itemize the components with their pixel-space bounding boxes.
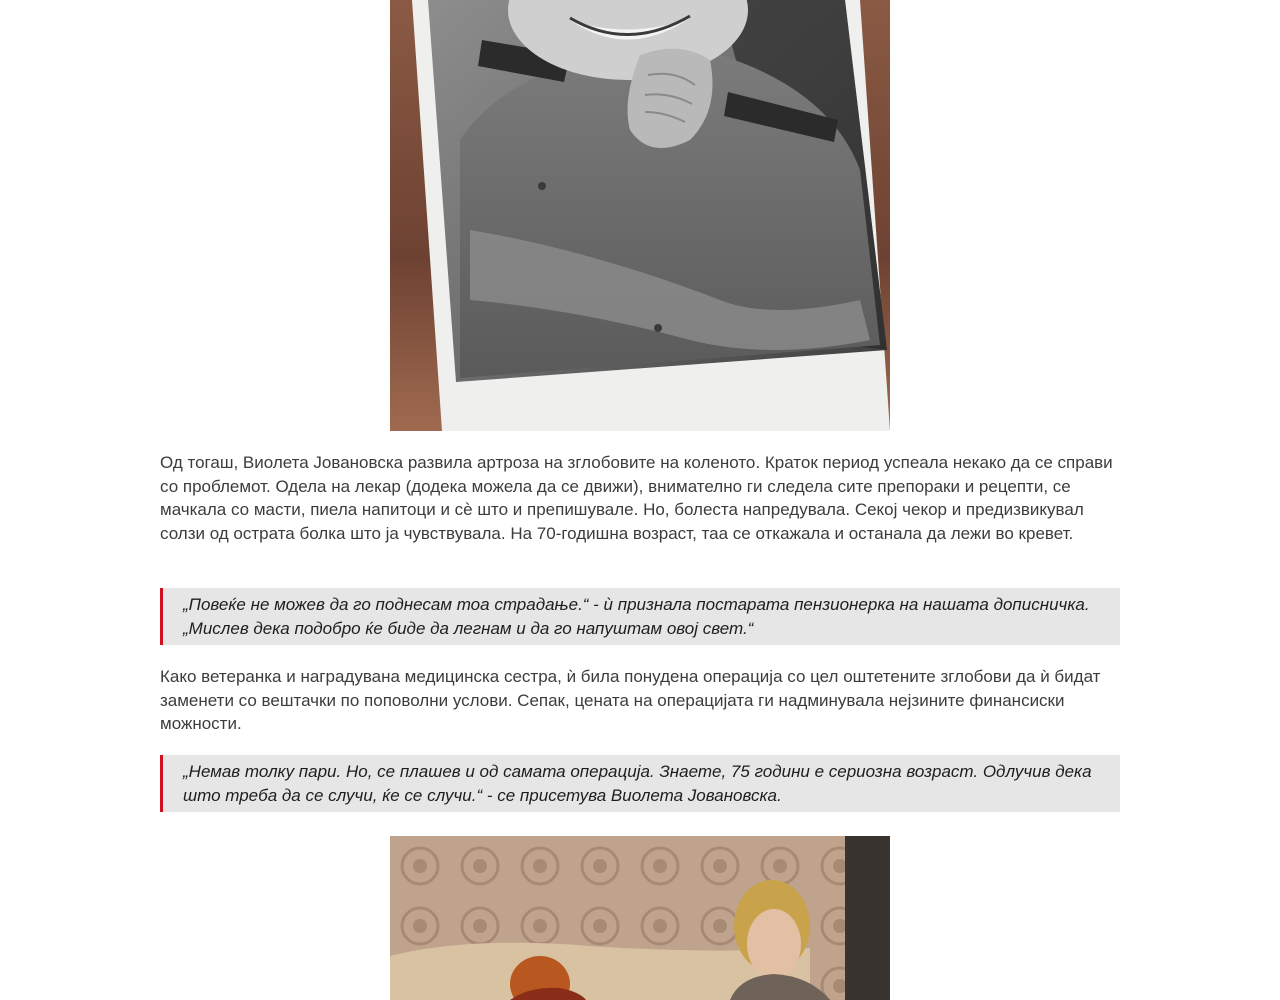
article-paragraph: Од тогаш, Виолета Јовановска развила артроза на зглобовите на коленото. Краток период успеала некако да се справи со проблемот. Одела на лекар (додека можела да се движи), внимателно ги следела сите препораки и рецепти, се мачкала со масти, пиела напитоци и сѐ што и препишувале. Но, болеста напредувала. Секој чекор и предизвикувал солзи од острата болка што ја чувствувала. На 70-годишна возраст, таа се откажала и останала да лежи во кревет. — [160, 453, 1113, 543]
interview-photo — [390, 836, 890, 1000]
article-paragraph: Како ветеранка и наградувана медицинска сестра, ѝ била понудена операција со цел оштетените зглобови да ѝ бидат заменети со вештачки по поповолни услови. Сепак, цената на операцијата ги надминувала нејзините финансиски можности. — [160, 667, 1101, 733]
article-quote — [160, 755, 1120, 812]
quote-text: „Немав толку пари. Но, се плашев и од самата операција. Знаете, 75 години е сериозна возраст. Одлучив дека што треба да се случи, ќе се случи.“ - се присетува Виолета Јовановска. — [183, 762, 1092, 805]
vintage-portrait-photo — [390, 0, 890, 431]
quote-text: „Повеќе не можев да го поднесам тоа страдање.“ - ѝ признала постарата пензионерка на нашата дописничка. „Мислев дека подобро ќе биде да легнам и да го напуштам овој свет.“ — [183, 595, 1090, 638]
article-quote — [160, 588, 1120, 645]
